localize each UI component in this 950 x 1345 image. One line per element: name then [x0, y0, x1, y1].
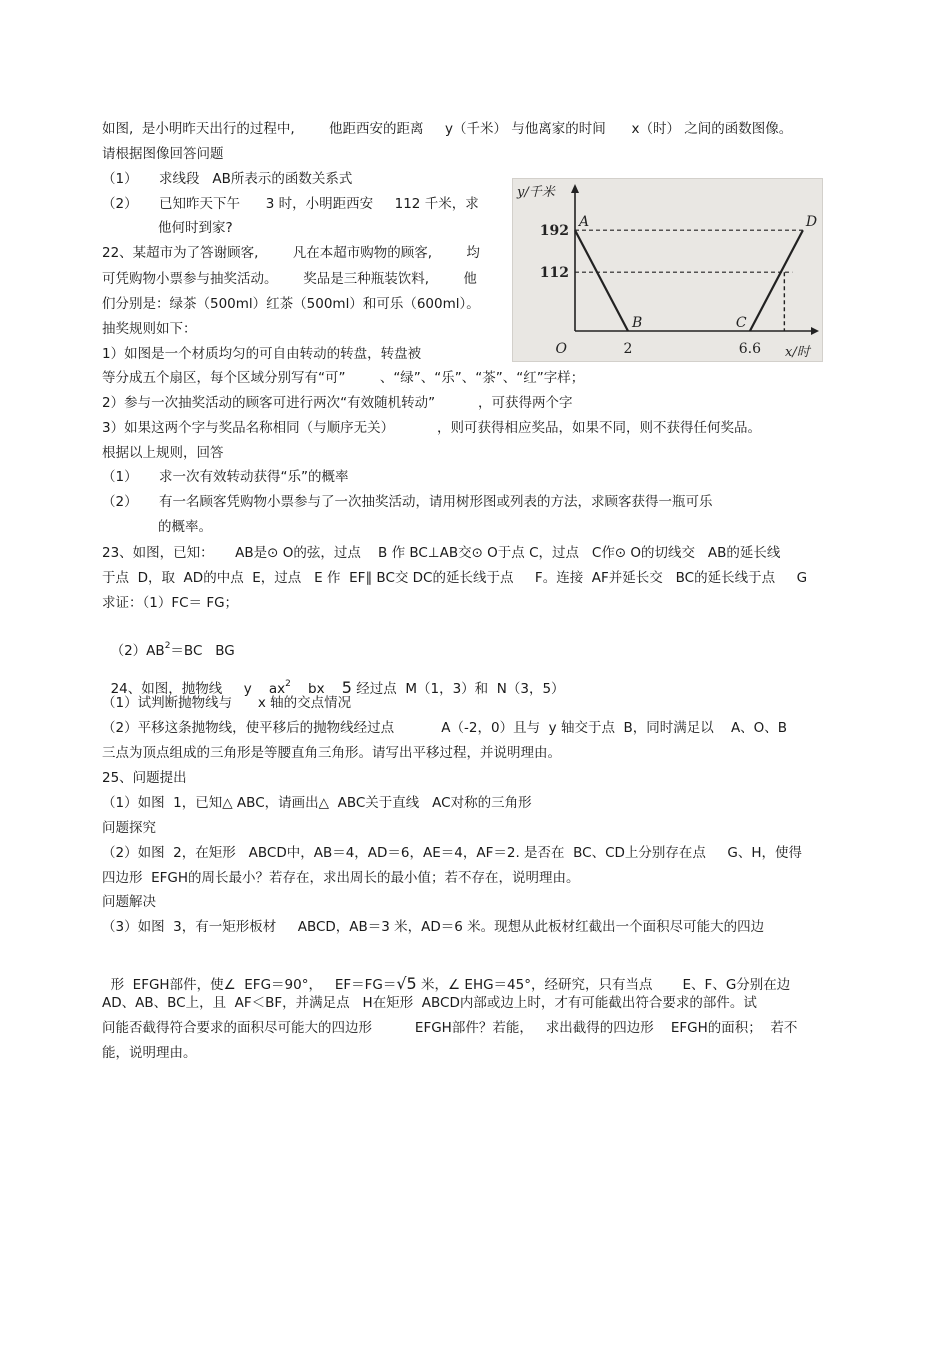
text-line: 四边形 EFGH的周长最小？若存在，求出周长的最小值；若不存在，说明理由。: [102, 870, 580, 886]
x-tick-label: 2: [623, 341, 633, 357]
x-axis-arrow: [811, 327, 819, 335]
text-line: （2）如图 2，在矩形 ABCD中，AB＝4，AD＝6，AE＝4，AF＝2. 是否在 BC、CD上分别存在点 G、H，使得: [102, 845, 802, 861]
text-line: （3）如图 3，有一矩形板材 ABCD，AB＝3 米，AD＝6 米。现想从此板材红截出一个面积尽可能大的四边: [102, 919, 765, 935]
text-line: 根据以上规则，回答: [102, 445, 224, 461]
origin-label: O: [555, 341, 567, 357]
text-line: 问能否截得符合要求的面积尽可能大的四边形 EFGH部件？若能， 求出截得的四边形 EFGH的面积； 若不: [102, 1020, 798, 1036]
text-segment: 24、如图，抛物线 y ax: [110, 681, 286, 697]
text-line: 23、如图，已知： AB是⊙ O的弦，过点 B 作 BC⊥AB交⊙ O于点 C，过点 C作⊙ O的切线交 AB的延长线: [102, 545, 781, 561]
text-line: （1） 求一次有效转动获得“乐”的概率: [102, 469, 349, 485]
point-label-b: B: [632, 315, 643, 331]
sqrt-symbol: √5: [396, 974, 417, 993]
y-axis-arrow: [571, 184, 579, 193]
text-line: [102, 619, 235, 660]
y-axis-label: y/千米: [517, 185, 555, 200]
text-line: 三点为顶点组成的三角形是等腰直角三角形。请写出平移过程，并说明理由。: [102, 745, 561, 761]
text-segment: （2）AB: [110, 643, 165, 659]
superscript: 2: [285, 679, 291, 689]
text-line: AD、AB、BC上，且 AF＜BF，并满足点 H在矩形 ABCD内部或边上时，才有可能截出符合要求的部件。试: [102, 995, 757, 1011]
text-line: （2） 有一名顾客凭购物小票参与了一次抽奖活动，请用树形图或列表的方法，求顾客获得一瓶可乐: [102, 494, 713, 510]
text-line: 等分成五个扇区，每个区域分别写有“可” 、“绿”、“乐”、“茶”、“红”字样；: [102, 370, 585, 386]
segment-cd: [750, 230, 803, 331]
text-line: 们分别是：绿茶（500ml）红茶（500ml）和可乐（600ml）。: [102, 296, 480, 312]
text-line: （1） 求线段 AB所表示的函数关系式: [102, 171, 353, 187]
text-line: 25、问题提出: [102, 770, 187, 786]
point-label-c: C: [735, 315, 747, 331]
x-tick-label: 6.6: [738, 341, 762, 357]
text-line: 的概率。: [158, 519, 212, 535]
text-line: 他何时到家?: [158, 220, 233, 236]
segment-ab: [575, 230, 628, 331]
text-line: 于点 D，取 AD的中点 E，过点 E 作 EF∥ BC交 DC的延长线于点 F。连接 AF并延长交 BC的延长线于点 G: [102, 570, 808, 586]
text-line: 能，说明理由。: [102, 1045, 197, 1061]
y-tick-label: 112: [539, 265, 569, 282]
text-line: （2）平移这条抛物线，使平移后的抛物线经过点 A（-2，0）且与 y 轴交于点 B，同时满足以 A、O、B: [102, 720, 788, 736]
text-line: （1）如图 1，已知△ ABC，请画出△ ABC关于直线 AC对称的三角形: [102, 795, 532, 811]
text-line: 问题解决: [102, 894, 156, 910]
text-line: 3）如果这两个字与奖品名称相同（与顺序无关） ，则可获得相应奖品，如果不同，则不获得任何奖品。: [102, 420, 762, 436]
point-label-d: D: [805, 214, 818, 231]
text-segment: 形 EFGH部件，使∠ EFG＝90°， EF＝FG＝: [110, 977, 397, 993]
text-segment: 5: [341, 678, 352, 697]
function-graph: [512, 178, 823, 362]
text-segment: bx: [290, 681, 342, 697]
text-line: 请根据图像回答问题: [102, 146, 224, 162]
text-line: 求证：（1）FC＝ FG；: [102, 595, 239, 611]
text-line: [102, 657, 565, 698]
text-segment: 米，∠ EHG＝45°，经研究，只有当点 E、F、G分别在边: [416, 977, 791, 993]
text-line: （2） 已知昨天下午 3 时，小明距西安 112 千米，求: [102, 196, 479, 212]
y-tick-label: 192: [539, 223, 569, 240]
text-line: 1）如图是一个材质均匀的可自由转动的转盘，转盘被: [102, 346, 422, 362]
text-line: 如图, 是小明昨天出行的过程中, 他距西安的距离 y（千米） 与他离家的时间 x（时） 之间的函数图像。: [102, 121, 793, 137]
x-axis-label: x/时: [785, 345, 810, 360]
superscript: 2: [164, 641, 171, 651]
text-line: 可凭购物小票参与抽奖活动。 奖品是三种瓶装饮料, 他: [102, 271, 477, 287]
graph-canvas: [513, 179, 822, 361]
text-line: 2）参与一次抽奖活动的顾客可进行两次“有效随机转动” ，可获得两个字: [102, 395, 573, 411]
point-label-a: A: [579, 214, 590, 231]
text-line: [102, 957, 790, 994]
text-segment: 经过点 M（1，3）和 N（3，5）: [351, 681, 565, 697]
text-line: 抽奖规则如下：: [102, 321, 197, 337]
text-line: 问题探究: [102, 820, 156, 836]
text-segment: ＝BC BG: [170, 643, 235, 659]
text-line: （1）试判断抛物线与 x 轴的交点情况: [102, 695, 352, 711]
text-line: 22、某超市为了答谢顾客, 凡在本超市购物的顾客, 均: [102, 245, 480, 261]
